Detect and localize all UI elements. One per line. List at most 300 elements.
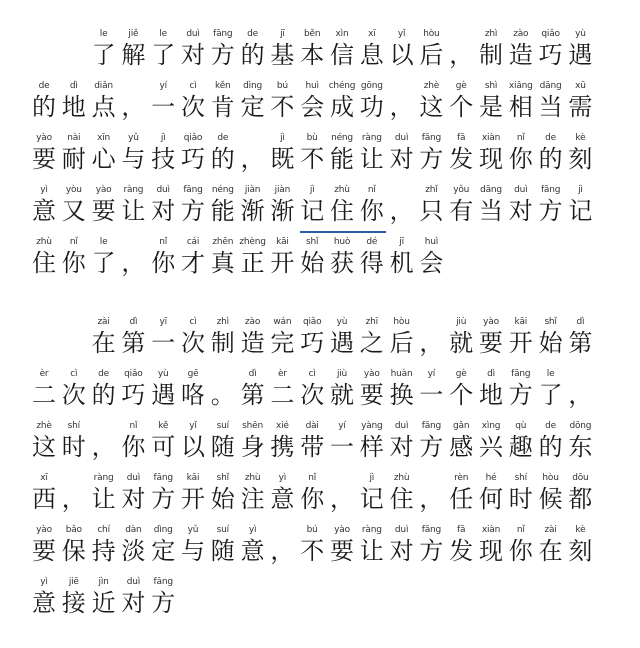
pinyin-annotation: zài [97,317,110,327]
hanzi-character: 要 [359,381,384,409]
hanzi-character: 对 [508,197,533,225]
pinyin-annotation: gǎn [453,421,470,431]
hanzi-character: 了 [151,41,176,69]
ruby-char [239,184,267,236]
pinyin-annotation: yǐ [189,421,197,431]
text-line [0,316,640,368]
ruby-char [60,472,88,524]
pinyin-annotation: xīn [97,133,111,143]
ruby-char [119,28,147,80]
pinyin-annotation: yào [363,369,380,379]
ruby-char [477,368,505,420]
ruby-char [507,132,535,184]
pinyin-annotation: yí [427,369,436,379]
pinyin-annotation: shǐ [216,473,229,483]
ruby-char [268,184,296,236]
ruby-char [298,524,326,576]
ruby-char [209,420,237,472]
hanzi-character: 这 [419,93,444,121]
pinyin-annotation: le [159,29,167,39]
pinyin-annotation: bǎo [65,525,82,535]
text-line [0,80,640,132]
ruby-char [447,132,475,184]
pinyin-annotation: jì [280,133,285,143]
hanzi-character: 在 [91,329,116,357]
hanzi-character: 有 [449,197,474,225]
pinyin-annotation: jī [399,237,404,247]
ruby-char [268,472,296,524]
ruby-char [566,28,594,80]
hanzi-character: 随 [210,537,235,565]
hanzi-character: 方 [210,41,235,69]
hanzi-character: 信 [330,41,354,69]
hanzi-character: 当 [538,93,563,121]
pinyin-annotation: shēn [242,421,264,431]
hanzi-character: 之 [359,329,384,357]
pinyin-annotation: jì [369,473,375,483]
ruby-char [328,368,356,420]
ruby-char [149,132,177,184]
ruby-char [477,524,505,576]
hanzi-character: ， [419,485,444,513]
hanzi-character: 就 [449,329,474,357]
hanzi-character: 巧 [538,41,563,69]
hanzi-character: ， [330,485,354,513]
ruby-char [298,28,326,80]
pinyin-annotation: fā [457,133,466,143]
text-line [0,28,640,80]
pinyin-annotation: duì [394,421,409,431]
hanzi-character: 个 [449,381,474,409]
pinyin-annotation: hòu [393,317,410,327]
pinyin-annotation: de [217,133,229,143]
ruby-char [298,236,326,288]
ruby-char [477,184,505,236]
hanzi-character: 意 [240,537,265,565]
pinyin-annotation: bù [306,133,318,143]
hanzi-character: 的 [240,41,265,69]
pinyin-annotation: kě [158,421,169,431]
hanzi-character: 制 [210,329,235,357]
ruby-char [447,80,475,132]
ruby-char [358,28,386,80]
ruby-char [179,80,207,132]
ruby-char [149,420,177,472]
pinyin-annotation: kè [575,133,586,143]
ruby-char [30,472,58,524]
pinyin-annotation: le [99,237,108,247]
hanzi-character: 对 [389,433,414,461]
hanzi-character: 身 [240,433,265,461]
pinyin-annotation: cì [189,81,197,91]
hanzi-character: 你 [359,197,384,225]
hanzi-character: 发 [449,537,474,565]
ruby-char [507,420,535,472]
hanzi-character: 住 [330,197,354,225]
hanzi-character: 真 [210,249,235,277]
pinyin-annotation: cì [70,369,78,379]
ruby-char [537,524,565,576]
ruby-char [566,524,594,576]
ruby-char [179,28,207,80]
ruby-char [417,316,445,368]
ruby-char [566,132,594,184]
pinyin-annotation: duì [126,577,141,587]
hanzi-character: 不 [270,93,295,121]
hanzi-character: 能 [330,145,354,173]
ruby-char [268,316,296,368]
ruby-char [417,236,445,288]
ruby-char [209,28,237,80]
hanzi-character: 样 [359,433,384,461]
pinyin-annotation: jiù [336,369,348,379]
ruby-char [447,420,475,472]
ruby-char [298,316,326,368]
pinyin-annotation: zhù [36,237,52,247]
ruby-char [149,28,177,80]
hanzi-character: 就 [330,381,354,409]
hanzi-character: 咯 [181,381,205,409]
pinyin-annotation: yǔ [128,133,139,143]
ruby-char [90,420,118,472]
hanzi-character: ， [419,329,444,357]
hanzi-character: 趣 [508,433,533,461]
hanzi-character: 记 [359,485,384,513]
ruby-char [358,524,386,576]
hanzi-character: ， [61,485,86,513]
pinyin-annotation: jiě [128,29,139,39]
ruby-char [119,316,147,368]
ruby-char [358,184,386,236]
ruby-char [149,236,177,288]
hanzi-character: 后 [389,329,414,357]
pinyin-annotation: dāng [480,185,502,195]
hanzi-character: 对 [121,589,146,617]
ruby-char [239,80,267,132]
ruby-char [268,524,296,576]
hanzi-character: 对 [121,485,146,513]
pinyin-annotation: jì [160,133,166,143]
hanzi-character: 耐 [61,145,86,173]
ruby-char [60,236,88,288]
ruby-char [239,236,267,288]
ruby-char [60,524,88,576]
ruby-char [447,368,475,420]
pinyin-annotation: de [545,421,557,431]
hanzi-character: 正 [240,249,265,277]
hanzi-character: 现 [479,145,503,173]
hanzi-character: 渐 [270,197,295,225]
pinyin-annotation: yì [248,525,257,535]
hanzi-character: 方 [419,433,444,461]
ruby-char [477,80,505,132]
hanzi-character: 本 [300,41,325,69]
ruby-char [179,236,207,288]
hanzi-character: ， [121,249,146,277]
pinyin-annotation: gè [455,369,467,379]
ruby-char [179,132,207,184]
hanzi-character: 后 [419,41,444,69]
ruby-char [507,524,535,576]
hanzi-character: 意 [32,197,56,225]
ruby-char [239,368,267,420]
pinyin-annotation: de [545,133,557,143]
hanzi-character: 带 [300,433,325,461]
hanzi-character: 要 [330,537,354,565]
pinyin-annotation: yì [40,185,48,195]
ruby-char [477,420,505,472]
pinyin-annotation: ràng [361,133,382,143]
ruby-char [90,576,118,628]
pinyin-annotation: dì [69,81,78,91]
hanzi-character: 能 [210,197,235,225]
hanzi-character: ， [449,41,474,69]
hanzi-character: 了 [538,381,563,409]
ruby-char [119,236,147,288]
pinyin-annotation: nài [67,133,81,143]
ruby-char [507,80,535,132]
paragraph-1 [0,28,640,288]
pinyin-annotation: xiàn [481,133,501,143]
hanzi-character: 你 [508,537,533,565]
ruby-char [119,524,147,576]
hanzi-character: 让 [121,197,146,225]
hanzi-character: 方 [508,381,533,409]
ruby-char [447,184,475,236]
hanzi-character: 对 [151,197,176,225]
ruby-char [358,368,386,420]
ruby-char [477,316,505,368]
pinyin-annotation: jiàn [274,185,291,195]
hanzi-character: 遇 [151,381,176,409]
hanzi-character: 要 [32,537,56,565]
ruby-char [209,132,237,184]
pinyin-annotation: wán [273,317,292,327]
pinyin-annotation: dé [366,237,378,247]
pinyin-annotation: kè [575,525,586,535]
pinyin-annotation: yǐ [397,29,406,39]
pinyin-annotation: fāng [153,577,173,587]
pinyin-annotation: zhǐ [425,185,438,195]
ruby-char [60,132,88,184]
hanzi-character: 方 [419,145,444,173]
hanzi-character: 心 [91,145,116,173]
hanzi-character: 第 [121,329,146,357]
pinyin-annotation: duì [394,525,409,535]
hanzi-character: 要 [91,197,116,225]
ruby-char [477,28,505,80]
hanzi-character: 巧 [181,145,205,173]
pinyin-annotation: xìng [481,421,501,431]
pinyin-annotation: yào [334,525,350,535]
ruby-char [298,472,326,524]
ruby-char [119,80,147,132]
hanzi-character: 第 [240,381,265,409]
hanzi-character: 肯 [210,93,235,121]
hanzi-character: 开 [270,249,295,277]
hanzi-character: 会 [300,93,325,121]
hanzi-character: ， [270,537,295,565]
ruby-char [566,80,594,132]
ruby-char [149,368,177,420]
pinyin-annotation: fāng [183,185,203,195]
pinyin-annotation: chí [97,525,110,535]
ruby-char [298,420,326,472]
hanzi-character: 才 [181,249,205,277]
pinyin-annotation: yì [40,577,48,587]
text-line [0,132,640,184]
text-line [0,236,640,288]
ruby-char [328,132,356,184]
pinyin-annotation: kāi [276,237,289,247]
pinyin-annotation: zhì [216,317,229,327]
ruby-char [179,316,207,368]
pinyin-annotation: yí [338,421,346,431]
ruby-char [388,472,416,524]
pinyin-annotation: nǐ [367,185,376,195]
hanzi-character: 巧 [121,381,146,409]
hanzi-character: 的 [32,93,56,121]
ruby-char [239,28,267,80]
ruby-char [298,132,326,184]
ruby-char [179,472,207,524]
hanzi-character: 西 [32,485,56,513]
ruby-char [298,184,326,236]
pinyin-annotation: duì [394,133,409,143]
hanzi-character: 你 [300,485,325,513]
ruby-char [239,420,267,472]
pinyin-annotation: fā [457,525,466,535]
pinyin-annotation: dì [248,369,257,379]
pinyin-annotation: de [247,29,259,39]
ruby-char [119,184,147,236]
hanzi-character: 对 [181,41,205,69]
pinyin-annotation: jiē [68,577,79,587]
pinyin-annotation: cì [308,369,316,379]
hanzi-character: 方 [181,197,205,225]
ruby-char [417,80,445,132]
pinyin-annotation: yǒu [453,185,470,195]
hanzi-character: 是 [479,93,503,121]
hanzi-character: 东 [568,433,593,461]
hanzi-character: 完 [270,329,295,357]
ruby-char [209,184,237,236]
hanzi-character: 会 [419,249,444,277]
pinyin-annotation: jì [578,185,583,195]
pinyin-annotation: yù [336,317,348,327]
ruby-char [507,368,535,420]
pinyin-annotation: shǐ [306,237,319,247]
hanzi-character: 次 [181,329,205,357]
pinyin-annotation: fāng [421,133,442,143]
hanzi-character: ， [240,145,265,173]
pinyin-annotation: nǐ [69,237,78,247]
pinyin-annotation: xiāng [508,81,533,91]
hanzi-character: 感 [449,433,474,461]
ruby-char [566,472,594,524]
hanzi-character: 造 [508,41,533,69]
hanzi-character: 开 [508,329,533,357]
ruby-char [358,472,386,524]
pinyin-annotation: zhè [36,421,52,431]
hanzi-character: 遇 [568,41,593,69]
ruby-char [537,132,565,184]
ruby-char [566,368,594,420]
hanzi-character: 要 [479,329,503,357]
ruby-char [60,368,88,420]
ruby-char [90,28,118,80]
pinyin-annotation: qiǎo [302,317,322,327]
hanzi-character: 次 [181,93,205,121]
pinyin-annotation: diǎn [94,81,113,91]
pinyin-annotation: dōng [569,421,592,431]
ruby-char [30,236,58,288]
pinyin-annotation: dì [576,317,585,327]
ruby-char [90,472,118,524]
hanzi-character: 现 [479,537,503,565]
ruby-char [149,80,177,132]
hanzi-character: 遇 [330,329,354,357]
hanzi-character: ， [389,197,414,225]
ruby-char [477,132,505,184]
ruby-char [388,316,416,368]
pinyin-annotation: xié [276,421,289,431]
hanzi-character: 一 [419,381,444,409]
hanzi-character: 二 [270,381,295,409]
ruby-char [90,524,118,576]
hanzi-character: 何 [479,485,503,513]
ruby-char [417,420,445,472]
pinyin-annotation: ràng [361,525,382,535]
hanzi-character: 住 [389,485,414,513]
pinyin-annotation: xī [40,473,48,483]
hanzi-character: 住 [32,249,56,277]
ruby-char [149,472,177,524]
ruby-char [537,368,565,420]
pinyin-annotation: xiàn [481,525,501,535]
ruby-char [417,368,445,420]
pinyin-annotation: fāng [213,29,233,39]
ruby-char [328,420,356,472]
ruby-char [90,368,118,420]
ruby-char [477,472,505,524]
pinyin-annotation: zào [245,317,261,327]
hanzi-character: 与 [121,145,146,173]
pinyin-annotation: huì [424,237,439,247]
hanzi-character: 时 [508,485,533,513]
ruby-char [388,28,416,80]
hanzi-character: 对 [389,537,414,565]
hanzi-character: ， [389,93,414,121]
hanzi-character: 息 [359,41,384,69]
ruby-char [417,472,445,524]
ruby-char [179,184,207,236]
pinyin-annotation: yào [36,133,52,143]
ruby-char [90,316,118,368]
pinyin-annotation: shǐ [544,317,557,327]
pinyin-annotation: duì [186,29,200,39]
ruby-char [328,524,356,576]
pinyin-annotation: bú [306,525,318,535]
ruby-char [388,524,416,576]
pinyin-annotation: gōng [360,81,383,91]
ruby-char [388,132,416,184]
hanzi-character: 注 [240,485,265,513]
ruby-char [209,472,237,524]
ruby-char [119,420,147,472]
pinyin-annotation: ràng [123,185,144,195]
hanzi-character: 基 [270,41,295,69]
